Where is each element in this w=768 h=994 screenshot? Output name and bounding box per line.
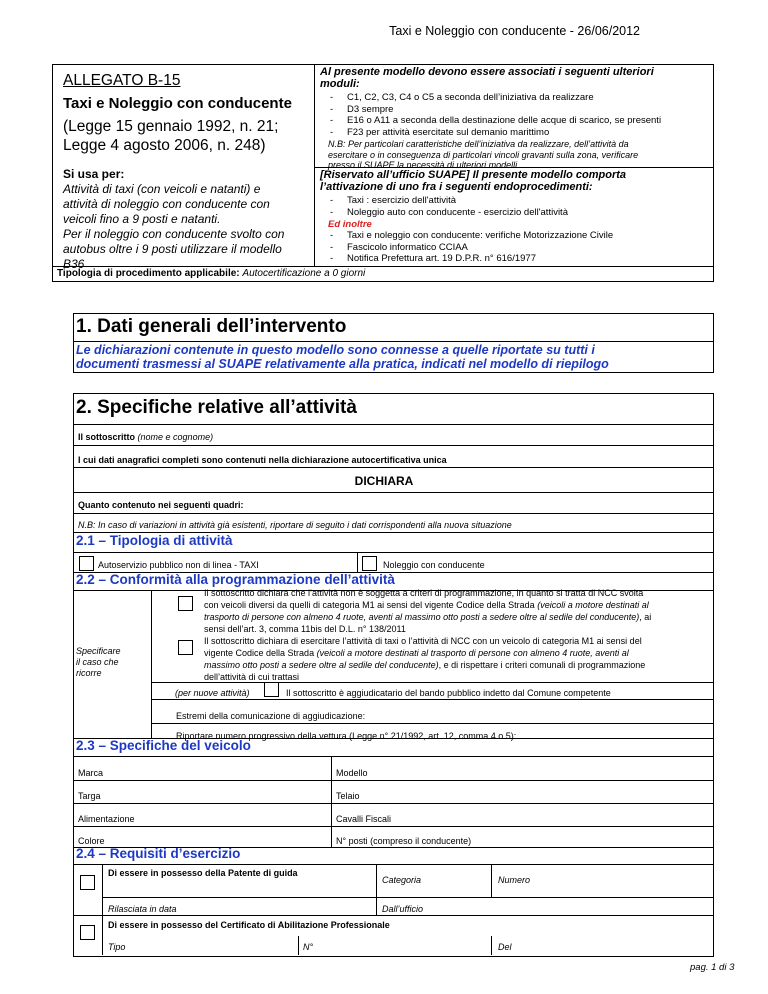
allegato-law-2: Legge 4 agosto 2006, n. 248) — [63, 137, 266, 154]
dati-anagrafici: I cui dati anagrafici completi sono contenuti nella dichiarazione autocertificativa unica — [78, 455, 447, 465]
numero-vettura-field[interactable]: Riportare numero progressivo della vettura (Legge n° 21/1992, art. 12, comma 4 o 5): — [176, 731, 517, 741]
riservato-item: - Taxi : esercizio dell'attività — [330, 195, 710, 207]
marca-field[interactable]: Marca — [78, 768, 104, 778]
module-item: - E16 o A11 a seconda della destinazione delle acque di scarico, se presenti — [330, 115, 710, 127]
riservato-list — [330, 195, 710, 218]
section2-nb: N.B: In caso di variazioni in attività già esistenti, riportare di seguito i dati corrispondenti alla nuova situazione — [78, 520, 512, 530]
ufficio-field[interactable]: Dall’ufficio — [382, 904, 424, 914]
taxi-label: Autoservizio pubblico non di linea - TAXI — [98, 560, 259, 570]
page-number: pag. 1 di 3 — [690, 962, 735, 973]
tipologia: Tipologia di procedimento applicabile: Autocertificazione a 0 giorni — [57, 268, 366, 279]
ncc-checkbox[interactable] — [362, 556, 377, 571]
modello-field[interactable]: Modello — [336, 768, 368, 778]
posti-field[interactable]: N° posti (compreso il conducente) — [336, 836, 472, 846]
specificare-label: Specificare il caso che ricorre — [76, 646, 121, 678]
module-item: - F23 per attività esercitate sul demanio marittimo — [330, 127, 710, 139]
ncc-label: Noleggio con conducente — [383, 560, 485, 570]
alimentazione-field[interactable]: Alimentazione — [78, 814, 135, 824]
riservato-list-2 — [330, 230, 710, 265]
module-item: - D3 sempre — [330, 104, 710, 116]
section2-title: 2. Specifiche relative all’attività — [76, 397, 357, 418]
categoria-field[interactable]: Categoria — [382, 875, 422, 885]
patente-label: Di essere in possesso della Patente di guida — [108, 868, 298, 878]
section1-title: 1. Dati generali dell’intervento — [76, 316, 347, 337]
targa-field[interactable]: Targa — [78, 791, 101, 801]
usage-label: Si usa per: — [63, 167, 125, 181]
estremi-field[interactable]: Estremi della comunicazione di aggiudicazione: — [176, 711, 366, 721]
s21-title: 2.1 – Tipologia di attività — [76, 533, 233, 548]
section1-note: Le dichiarazioni contenute in questo modello sono connesse a quelle riportate su tutti i documenti trasmessi al SUAPE relativamente alla pratica, indicati nel modello di riepilogo — [76, 343, 609, 371]
riservato-item: - Fascicolo informatico CCIAA — [330, 242, 710, 254]
s23-title: 2.3 – Specifiche del veicolo — [76, 738, 251, 753]
sottoscritto-field[interactable]: Il sottoscritto (nome e cognome) — [78, 432, 214, 442]
module-item: - C1, C2, C3, C4 o C5 a seconda dell’iniziativa da realizzare — [330, 92, 710, 104]
quanto-contenuto: Quanto contenuto nei seguenti quadri: — [78, 500, 244, 510]
colore-field[interactable]: Colore — [78, 836, 105, 846]
aggiudicatario-label: Il sottoscritto è aggiudicatario del bando pubblico indetto dal Comune competente — [286, 688, 611, 698]
numero-cap-field[interactable]: N° — [303, 942, 314, 952]
riservato-item: - Noleggio auto con conducente - esercizio dell'attività — [330, 207, 710, 219]
option-b-text: Il sottoscritto dichiara di esercitare l’attività di taxi o l’attività di NCC con un veicolo di categoria M1 ai sensi del vigente Codice della Strada (veicoli a motore destinati al trasporto di persone con almeno 4 ruote, aventi al massimo otto posti a sedere oltre al sedile del conducente), e di rispettare i criteri comunali di programmazione dell’attività di cui trattasi — [204, 636, 646, 682]
riservato-item: - Notifica Prefettura art. 19 D.P.R. n° 616/1977 — [330, 253, 710, 265]
option-a-text: Il sottoscritto dichiara che l’attività non è soggetta a criteri di programmazione, in quanto si tratta di NCC svolta con veicoli diversi da quelli di categoria M1 ai sensi del vigente Codice della Strada (veicoli a motore destinati al trasporto di persone con almeno 4 ruote, aventi al massimo otto posti a sedere oltre al sedile del conducente), ai sensi dell’art. 3, comma 11bis del D.L. n° 138/2011 — [204, 588, 652, 634]
telaio-field[interactable]: Telaio — [336, 791, 360, 801]
inoltre-label: Ed inoltre — [328, 219, 372, 230]
allegato-law-1: (Legge 15 gennaio 1992, n. 21; — [63, 118, 279, 135]
aggiudicatario-checkbox[interactable] — [264, 682, 279, 697]
nuove-attivita: (per nuove attività) — [175, 688, 250, 698]
taxi-checkbox[interactable] — [79, 556, 94, 571]
modules-heading: Al presente modello devono essere associati i seguenti ulteriori moduli: — [320, 66, 654, 90]
cavalli-field[interactable]: Cavalli Fiscali — [336, 814, 392, 824]
cap-checkbox[interactable] — [80, 925, 95, 940]
patente-checkbox[interactable] — [80, 875, 95, 890]
tipo-field[interactable]: Tipo — [108, 942, 126, 952]
modules-nb: N.B: Per particolari caratteristiche dell’iniziativa da realizzare, dell’attività da esercitare o in conseguenza di particolari vincoli gravanti sulla zona, verificare presso il SUAPE la necessità di ulteriori modelli — [328, 139, 639, 170]
modules-list — [330, 92, 710, 138]
del-field[interactable]: Del — [498, 942, 512, 952]
page-header: Taxi e Noleggio con conducente - 26/06/2012 — [389, 24, 640, 38]
riservato-heading: [Riservato all’ufficio SUAPE] Il presente modello comporta l’attivazione di uno fra i seguenti endoprocedimenti: — [320, 169, 627, 193]
riservato-item: - Taxi e noleggio con conducente: verifiche Motorizzazione Civile — [330, 230, 710, 242]
allegato-title: Taxi e Noleggio con conducente — [63, 95, 292, 112]
s22-title: 2.2 – Conformità alla programmazione dell’attività — [76, 572, 395, 587]
option-a-checkbox[interactable] — [178, 596, 193, 611]
s24-title: 2.4 – Requisiti d’esercizio — [76, 846, 241, 861]
rilasciata-field[interactable]: Rilasciata in data — [108, 904, 177, 914]
numero-patente-field[interactable]: Numero — [498, 875, 531, 885]
option-b-checkbox[interactable] — [178, 640, 193, 655]
dichiara-heading: DICHIARA — [354, 474, 414, 488]
certificato-label: Di essere in possesso del Certificato di Abilitazione Professionale — [108, 920, 390, 930]
allegato-label: ALLEGATO B-15 — [63, 72, 181, 89]
usage-text: Attività di taxi (con veicoli e natanti) e attività di noleggio con conducente con veicoli fino a 9 posti e natanti. Per il noleggio con conducente svolto con autobus oltre i 9 posti utilizzare il modello B36 — [63, 182, 285, 271]
